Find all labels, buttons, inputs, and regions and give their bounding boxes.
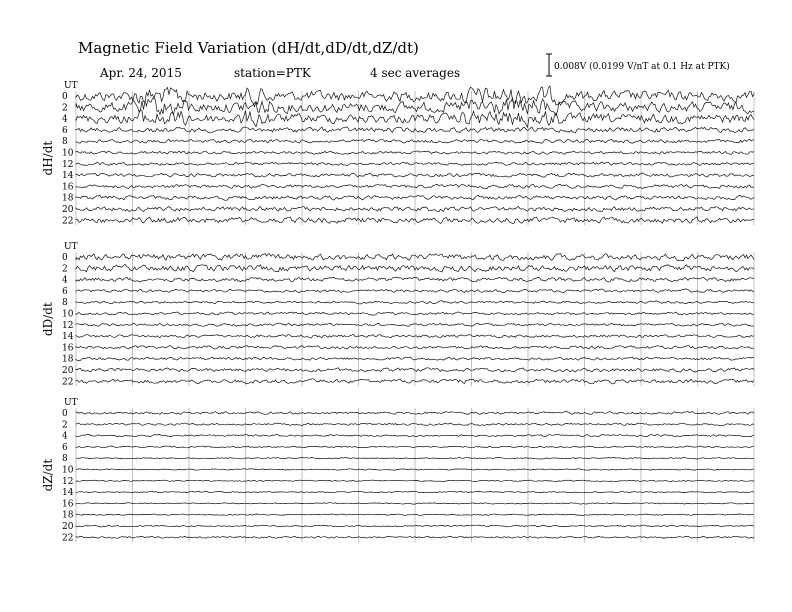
ut-tick-label: 0	[62, 409, 68, 419]
ut-tick-label: 10	[62, 465, 74, 476]
ut-tick-label: 16	[62, 343, 74, 354]
ut-tick-label: 18	[62, 354, 74, 365]
ut-tick-label: 20	[62, 205, 74, 215]
panel-dddt	[41, 242, 754, 387]
panel-dhdt	[41, 81, 754, 226]
panel-axis-label: dZ/dt	[41, 458, 55, 492]
ut-tick-label: 2	[62, 420, 68, 431]
ut-label: UT	[64, 398, 78, 408]
ut-label: UT	[64, 81, 78, 91]
ut-tick-label: 0	[62, 253, 68, 263]
ut-tick-label: 6	[62, 442, 68, 453]
ut-label: UT	[64, 242, 78, 252]
ut-tick-label: 20	[62, 522, 74, 532]
ut-tick-label: 10	[62, 309, 74, 320]
ut-tick-label: 12	[62, 159, 74, 170]
ut-tick-label: 2	[62, 264, 68, 275]
ut-tick-label: 6	[62, 125, 68, 136]
ut-tick-label: 10	[62, 148, 74, 159]
ut-tick-label: 12	[62, 476, 74, 487]
ut-tick-label: 4	[62, 275, 68, 286]
averaging-label: 4 sec averages	[370, 66, 461, 80]
panels-group	[41, 81, 754, 543]
ut-tick-label: 18	[62, 193, 74, 204]
ut-tick-label: 2	[62, 103, 68, 114]
station-label: station=PTK	[234, 66, 311, 80]
ut-tick-label: 6	[62, 286, 68, 297]
ut-tick-label: 22	[62, 533, 74, 544]
date-label: Apr. 24, 2015	[100, 66, 182, 80]
ut-tick-label: 8	[62, 298, 68, 309]
ut-tick-label: 0	[62, 92, 68, 102]
chart-title: Magnetic Field Variation (dH/dt,dD/dt,dZ/dt)	[78, 39, 419, 57]
panel-dzdt	[41, 398, 754, 543]
ut-tick-label: 14	[62, 171, 74, 182]
ut-tick-label: 12	[62, 320, 74, 331]
scale-bar	[546, 54, 730, 76]
panel-axis-label: dH/dt	[41, 140, 55, 176]
ut-tick-label: 16	[62, 499, 74, 510]
ut-tick-label: 14	[62, 332, 74, 343]
ut-tick-label: 4	[62, 431, 68, 442]
ut-tick-label: 8	[62, 454, 68, 465]
panel-axis-label: dD/dt	[41, 302, 55, 337]
ut-tick-label: 8	[62, 137, 68, 148]
scale-bar-label: 0.008V (0.0199 V/nT at 0.1 Hz at PTK)	[554, 62, 730, 72]
ut-tick-label: 18	[62, 510, 74, 521]
ut-tick-label: 20	[62, 366, 74, 376]
ut-tick-label: 16	[62, 182, 74, 193]
ut-tick-label: 4	[62, 114, 68, 125]
ut-tick-label: 22	[62, 377, 74, 388]
ut-tick-label: 22	[62, 216, 74, 227]
ut-tick-label: 14	[62, 488, 74, 499]
